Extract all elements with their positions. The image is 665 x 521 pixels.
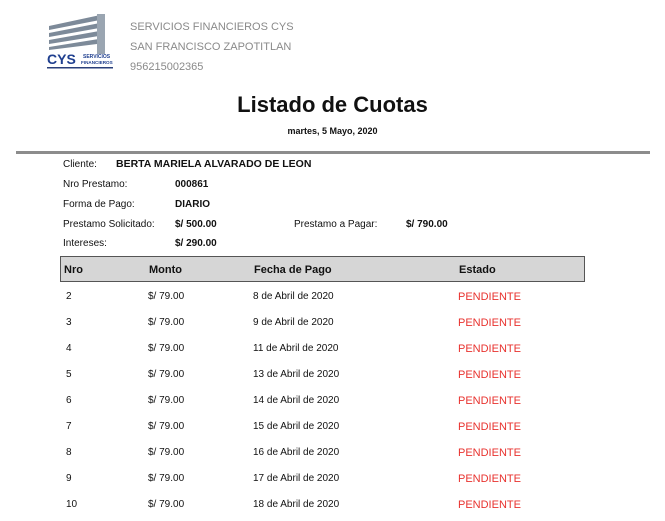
cell-monto: $/ 79.00 (148, 317, 185, 328)
nro-prestamo-value: 000861 (175, 179, 209, 190)
cell-estado: PENDIENTE (458, 499, 521, 511)
cell-nro: 10 (66, 499, 78, 510)
company-phone: 956215002365 (130, 61, 204, 73)
cell-estado: PENDIENTE (458, 369, 521, 381)
table-row (60, 492, 585, 518)
cell-monto: $/ 79.00 (148, 447, 185, 458)
forma-pago-label: Forma de Pago: (63, 199, 135, 210)
cell-monto: $/ 79.00 (148, 499, 185, 510)
nro-prestamo-label: Nro Prestamo: (63, 179, 128, 190)
cell-monto: $/ 79.00 (148, 473, 185, 484)
cliente-value: BERTA MARIELA ALVARADO DE LEON (116, 158, 312, 170)
cell-monto: $/ 79.00 (148, 421, 185, 432)
logo-sub-2: FINANCIEROS (81, 60, 113, 65)
cell-monto: $/ 79.00 (148, 343, 185, 354)
company-info (130, 17, 294, 77)
report-date: martes, 5 Mayo, 2020 (287, 126, 378, 136)
company-logo (45, 12, 117, 74)
cell-nro: 8 (66, 447, 72, 458)
prestamo-solicitado-value: $/ 500.00 (175, 219, 217, 230)
cell-fecha: 15 de Abril de 2020 (253, 421, 340, 432)
header-fecha: Fecha de Pago (254, 264, 332, 276)
cell-nro: 2 (66, 291, 72, 302)
cell-fecha: 17 de Abril de 2020 (253, 473, 340, 484)
cell-nro: 4 (66, 343, 72, 354)
header-divider (16, 151, 650, 154)
company-city: SAN FRANCISCO ZAPOTITLAN (130, 41, 292, 53)
cell-fecha: 11 de Abril de 2020 (253, 343, 339, 354)
cell-estado: PENDIENTE (458, 473, 521, 485)
cell-fecha: 14 de Abril de 2020 (253, 395, 340, 406)
cliente-label: Cliente: (63, 159, 97, 170)
table-row (60, 414, 585, 440)
table-row (60, 440, 585, 466)
cell-estado: PENDIENTE (458, 343, 521, 355)
report-title: Listado de Cuotas (237, 92, 428, 117)
cell-fecha: 18 de Abril de 2020 (253, 499, 340, 510)
header-estado: Estado (459, 264, 496, 276)
header-nro: Nro (64, 264, 83, 276)
prestamo-pagar-value: $/ 790.00 (406, 219, 448, 230)
table-row (60, 362, 585, 388)
cell-estado: PENDIENTE (458, 395, 521, 407)
company-name: SERVICIOS FINANCIEROS CYS (130, 21, 294, 33)
table-row (60, 466, 585, 492)
cell-monto: $/ 79.00 (148, 369, 185, 380)
cell-fecha: 16 de Abril de 2020 (253, 447, 340, 458)
cell-nro: 6 (66, 395, 72, 406)
cell-nro: 5 (66, 369, 72, 380)
cell-nro: 7 (66, 421, 72, 432)
table-row (60, 336, 585, 362)
logo-text: CYS (47, 51, 76, 67)
cell-estado: PENDIENTE (458, 421, 521, 433)
prestamo-pagar-label: Prestamo a Pagar: (294, 219, 378, 230)
intereses-value: $/ 290.00 (175, 238, 217, 249)
cell-estado: PENDIENTE (458, 291, 521, 303)
cell-estado: PENDIENTE (458, 447, 521, 459)
prestamo-solicitado-label: Prestamo Solicitado: (63, 219, 155, 230)
cell-nro: 9 (66, 473, 72, 484)
cell-monto: $/ 79.00 (148, 291, 185, 302)
header-monto: Monto (149, 264, 182, 276)
table-row (60, 310, 585, 336)
cell-fecha: 13 de Abril de 2020 (253, 369, 340, 380)
table-header (60, 256, 585, 282)
cell-fecha: 8 de Abril de 2020 (253, 291, 334, 302)
cell-nro: 3 (66, 317, 72, 328)
cell-fecha: 9 de Abril de 2020 (253, 317, 334, 328)
table-row (60, 388, 585, 414)
forma-pago-value: DIARIO (175, 199, 210, 210)
intereses-label: Intereses: (63, 238, 107, 249)
logo-sub-1: SERVICIOS (83, 54, 111, 60)
cell-estado: PENDIENTE (458, 317, 521, 329)
table-row (60, 284, 585, 310)
cell-monto: $/ 79.00 (148, 395, 185, 406)
